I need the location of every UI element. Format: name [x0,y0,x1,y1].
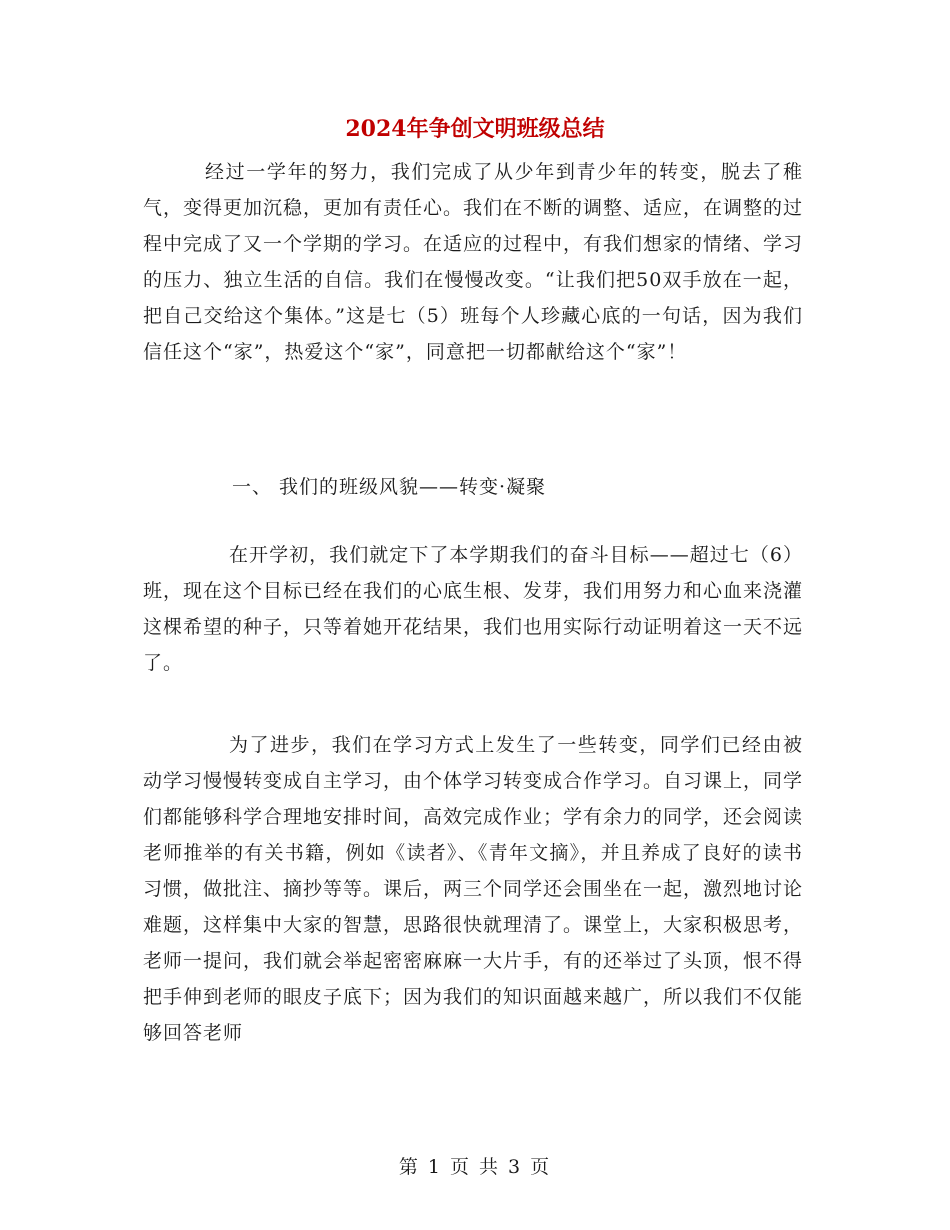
section-heading: 一、 我们的班级风貌——转变·凝聚 [232,476,547,498]
body-paragraph-2 [143,727,803,1051]
body-paragraph-2-text: 为了进步，我们在学习方式上发生了一些转变，同学们已经由被动学习慢慢转变成自主学习，由个体学习转变成合作学习。自习课上，同学们都能够科学合理地安排时间，高效完成作业；学有余力的同学，还会阅读老师推举的有关书籍，例如《读者》、《青年文摘》，并且养成了良好的读书习惯，做批注、摘抄等等。课后，两三个同学还会围坐在一起，激烈地讨论难题，这样集中大家的智慧，思路很快就理清了。课堂上，大家积极思考，老师一提问，我们就会举起密密麻麻一大片手，有的还举过了头顶，恨不得把手伸到老师的眼皮子底下；因为我们的知识面越来越广，所以我们不仅能够回答老师 [143,734,804,1044]
document-title: 2024年争创文明班级总结 [345,116,605,142]
intro-text: 经过一学年的努力，我们完成了从少年到青少年的转变，脱去了稚气，变得更加沉稳，更加有责任心。我们在不断的调整、适应，在调整的过程中完成了又一个学期的学习。在适应的过程中，有我们想家的情绪、学习的压力、独立生活的自信。我们在慢慢改变。“让我们把50双手放在一起，把自己交给这个集体。”这是七（5）班每个人珍藏心底的一句话，因为我们信任这个“家”，热爱这个“家”，同意把一切都献给这个“家”！ [143,161,804,363]
intro-paragraph [143,154,803,370]
body-paragraph-1 [143,537,803,681]
page-number-footer: 第 1 页 共 3 页 [398,1156,552,1178]
body-paragraph-1-text: 在开学初，我们就定下了本学期我们的奋斗目标——超过七（6）班，现在这个目标已经在我们的心底生根、发芽，我们用努力和心血来浇灌这棵希望的种子，只等着她开花结果，我们也用实际行动证明着这一天不远了。 [143,544,804,674]
